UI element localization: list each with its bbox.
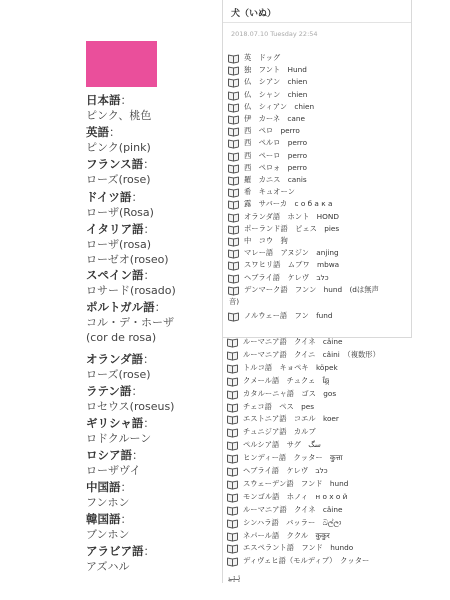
wrapped-text: 音) xyxy=(229,297,240,306)
language-name: 韓国語： xyxy=(86,512,132,526)
word-row xyxy=(228,465,328,477)
book-icon xyxy=(229,313,238,320)
word-row xyxy=(228,452,343,464)
post-date: 2018.07.10 Tuesday 22:54 xyxy=(231,30,318,38)
color-word: ローゼオ(roseo) xyxy=(86,253,169,266)
language-name: イタリア語： xyxy=(86,222,155,236)
word-text: ディヴェヒ語（モルディブ） クッター xyxy=(243,556,370,565)
word-row xyxy=(228,478,348,490)
book-icon xyxy=(229,79,238,86)
word-text: 西 ペーロ perro xyxy=(244,151,308,160)
dog-words-card xyxy=(222,0,412,338)
book-icon xyxy=(229,67,238,74)
word-row xyxy=(228,336,342,348)
book-icon xyxy=(228,507,237,514)
word-text: 希 キュオーン xyxy=(244,187,295,196)
word-text: 仏 シィアン chien xyxy=(244,102,315,111)
word-row xyxy=(228,504,342,516)
word-row xyxy=(228,491,347,503)
word-text: エスペラント語 フンド hundo xyxy=(243,543,354,552)
word-text: 英 ドッグ xyxy=(244,53,281,62)
word-row xyxy=(229,137,307,149)
word-text: スウェーデン語 フンド hund xyxy=(243,479,349,488)
lower-frame-line xyxy=(222,338,223,583)
word-row xyxy=(228,439,321,451)
book-icon xyxy=(229,177,238,184)
word-text: 羅 カニス canis xyxy=(244,175,307,184)
word-text: 露 サバーカ с о б а к а xyxy=(244,199,333,208)
word-text: ルーマニア語 クイネ câine xyxy=(243,337,343,346)
book-icon xyxy=(229,262,238,269)
color-word: フンホン xyxy=(86,496,130,509)
word-row xyxy=(228,362,338,374)
book-icon xyxy=(229,116,238,123)
word-row xyxy=(229,174,307,186)
language-entry xyxy=(86,190,221,220)
color-word: ロサード(rosado) xyxy=(86,284,176,297)
word-text: ヒンディー語 クッター कुत्ता xyxy=(243,453,343,462)
word-text: ペルシア語 サグ سگ xyxy=(243,440,321,449)
word-row xyxy=(229,310,333,322)
book-icon xyxy=(229,250,238,257)
word-text: ヘブライ語 ケレヴ כלב xyxy=(244,273,329,282)
word-text: 西 ペロォ perro xyxy=(244,163,307,172)
book-icon xyxy=(228,352,237,359)
word-row xyxy=(229,64,307,76)
word-row xyxy=(229,52,280,64)
card-title: 犬（いぬ） xyxy=(231,9,277,19)
word-row xyxy=(229,76,307,88)
pink-swatch xyxy=(86,41,157,87)
word-row xyxy=(228,555,369,567)
word-row xyxy=(228,388,336,400)
language-name: 中国語： xyxy=(86,480,132,494)
word-text: クメール語 チュクェ ឆ្កែ xyxy=(243,375,330,385)
word-text: 仏 シャン chien xyxy=(244,90,308,99)
word-row xyxy=(228,375,330,387)
language-entry xyxy=(86,93,221,123)
book-icon xyxy=(228,365,237,372)
language-entry xyxy=(86,448,221,478)
word-text: オランダ語 ホント HOND xyxy=(244,212,339,221)
book-icon xyxy=(228,558,237,565)
language-name: 日本語： xyxy=(86,93,132,107)
word-row xyxy=(229,89,307,101)
language-entry xyxy=(86,384,221,414)
word-text: 仏 シアン chien xyxy=(244,77,308,86)
word-row xyxy=(229,198,332,210)
book-icon xyxy=(229,287,238,294)
color-word: ローズ(rose) xyxy=(86,368,151,381)
book-icon xyxy=(228,404,237,411)
language-entry xyxy=(86,352,221,382)
bottom-glyph: ݺݺݺ xyxy=(228,574,241,582)
language-entry xyxy=(86,125,221,155)
word-text: ノルウェー語 フン fund xyxy=(244,311,333,320)
word-row xyxy=(229,125,300,137)
book-icon xyxy=(228,455,237,462)
word-text: ルーマニア語 クイニ câini （複数形） xyxy=(243,350,380,359)
word-row xyxy=(228,530,330,542)
word-text: トルコ語 キョペキ köpek xyxy=(243,363,338,372)
language-name: フランス語： xyxy=(86,157,155,171)
book-icon xyxy=(229,189,238,196)
word-row xyxy=(229,272,329,284)
word-row xyxy=(228,349,380,361)
book-icon xyxy=(228,520,237,527)
color-word: ローザ(rosa) xyxy=(86,238,152,251)
word-text: デンマーク語 フンン hund (dは無声 xyxy=(244,285,379,294)
word-row xyxy=(229,113,305,125)
word-text: マレー語 アヌジン anjing xyxy=(244,248,339,257)
word-row xyxy=(229,150,307,162)
book-icon xyxy=(229,55,238,62)
color-word: ブンホン xyxy=(86,528,130,541)
color-word: ロセウス(roseus) xyxy=(86,400,175,413)
color-word: ピンク、桃色 xyxy=(86,109,152,122)
language-entry xyxy=(86,268,221,298)
book-icon xyxy=(228,442,237,449)
language-name: アラビア語： xyxy=(86,544,155,558)
word-row xyxy=(229,186,295,198)
book-icon xyxy=(228,481,237,488)
word-row xyxy=(228,426,316,438)
word-text: シンハラ語 バッラー බල්ලා xyxy=(243,518,342,527)
book-icon xyxy=(229,128,238,135)
word-row xyxy=(228,401,314,413)
word-row xyxy=(229,259,339,271)
color-word: (cor de rosa) xyxy=(86,331,157,344)
book-icon xyxy=(229,153,238,160)
language-name: 英語： xyxy=(86,125,121,139)
book-icon xyxy=(228,339,237,346)
book-icon xyxy=(229,238,238,245)
language-entry xyxy=(86,480,221,510)
language-entry xyxy=(86,300,221,345)
word-row xyxy=(228,542,353,554)
color-word: ローザヴイ xyxy=(86,464,141,477)
book-icon xyxy=(229,104,238,111)
book-icon xyxy=(228,533,237,540)
book-icon xyxy=(229,214,238,221)
word-text: 西 ペロ perro xyxy=(244,126,300,135)
book-icon xyxy=(229,226,238,233)
word-text: ルーマニア語 クイネ câine xyxy=(243,505,343,514)
color-word: ロドクルーン xyxy=(86,432,152,445)
book-icon xyxy=(229,165,238,172)
language-entry xyxy=(86,512,221,542)
word-text: 伊 カーネ cane xyxy=(244,114,306,123)
language-name: スペイン語： xyxy=(86,268,155,282)
book-icon xyxy=(228,494,237,501)
word-row xyxy=(229,101,314,113)
word-text: ヘブライ語 ケレヴ כלב xyxy=(243,466,328,475)
book-icon xyxy=(229,140,238,147)
book-icon xyxy=(228,429,237,436)
language-name: オランダ語： xyxy=(86,352,155,366)
book-icon xyxy=(228,545,237,552)
word-text: ポーランド語 ピェス pies xyxy=(244,224,340,233)
word-text: 中 コウ 狗 xyxy=(244,236,288,245)
book-icon xyxy=(228,468,237,475)
color-word: ローザ(Rosa) xyxy=(86,206,154,219)
word-row xyxy=(228,517,341,529)
color-word: アズハル xyxy=(86,560,130,573)
word-row xyxy=(229,223,339,235)
word-row xyxy=(229,211,339,223)
word-row xyxy=(229,247,339,259)
language-entry xyxy=(86,544,221,574)
word-text: エストニア語 コエル koer xyxy=(243,414,339,423)
word-text: モンゴル語 ホノィ н о х о й xyxy=(243,492,348,501)
book-icon xyxy=(229,275,238,282)
language-entry xyxy=(86,157,221,187)
language-entry xyxy=(86,416,221,446)
word-text: チェコ語 ペス pes xyxy=(243,402,315,411)
word-row xyxy=(229,235,288,247)
word-row xyxy=(229,284,379,296)
book-icon xyxy=(228,378,237,385)
language-name: ポルトガル語： xyxy=(86,300,167,314)
book-icon xyxy=(229,201,238,208)
word-text: チュニジア語 カルブ xyxy=(243,427,316,436)
word-text: カタルーニャ語 ゴス gos xyxy=(243,389,337,398)
word-text: 独 フント Hund xyxy=(244,65,307,74)
color-word: ローズ(rose) xyxy=(86,173,151,186)
color-word: ピンク(pink) xyxy=(86,141,151,154)
word-text: 西 ペルロ perro xyxy=(244,138,308,147)
color-word: コル・デ・ホーザ xyxy=(86,316,174,329)
language-entry xyxy=(86,222,221,267)
word-text: スワヒリ語 ムブワ mbwa xyxy=(244,260,340,269)
word-text: ネパール語 ククル कुकुर xyxy=(243,531,330,540)
language-name: ドイツ語： xyxy=(86,190,143,204)
language-name: ロシア語： xyxy=(86,448,144,462)
book-icon xyxy=(228,391,237,398)
language-name: ギリシャ語： xyxy=(86,416,155,430)
word-row xyxy=(229,162,307,174)
book-icon xyxy=(229,92,238,99)
word-row xyxy=(228,413,339,425)
title-divider xyxy=(223,22,411,23)
language-name: ラテン語： xyxy=(86,384,143,398)
book-icon xyxy=(228,416,237,423)
